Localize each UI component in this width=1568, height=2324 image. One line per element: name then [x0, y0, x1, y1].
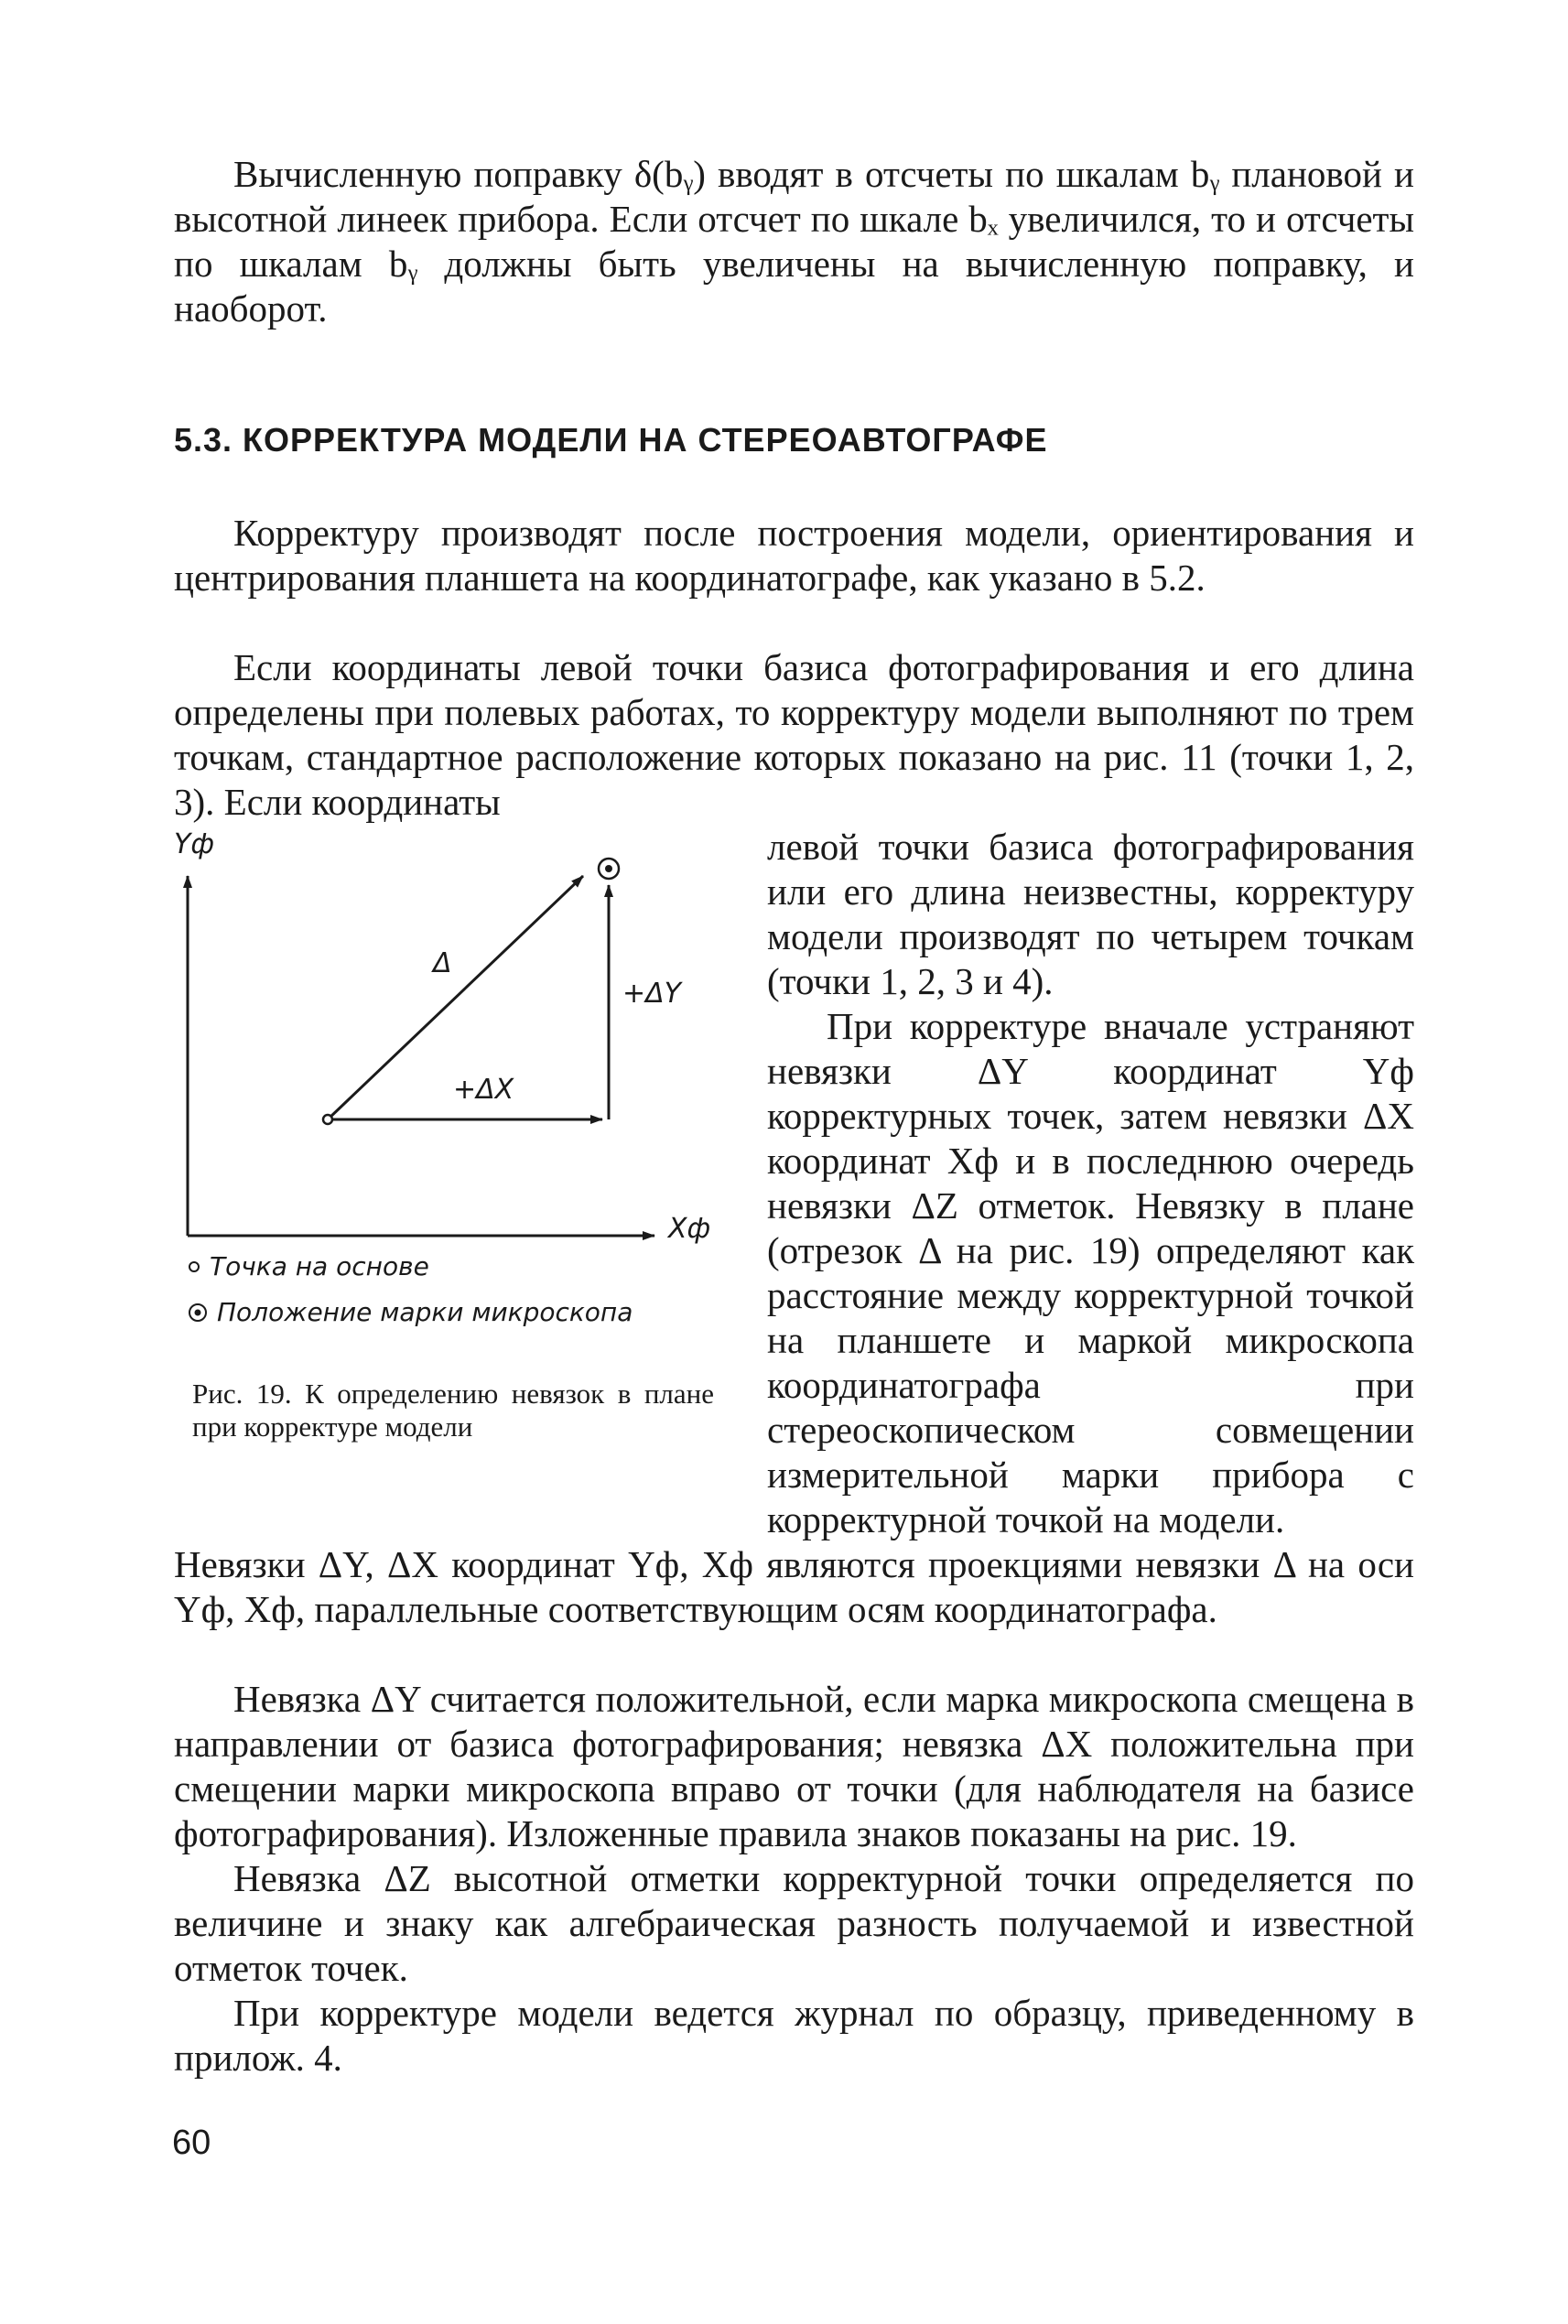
paragraph-correction-intro: Вычисленную поправку δ(bᵧ) вводят в отсчеты по шкалам bᵧ плановой и высотной линеек прибора. Если отсчет по шкале bₓ увеличился, то и отсчеты по шкалам bᵧ должны быть увеличены на вычисленную поправку, и наоборот. — [174, 153, 1414, 330]
dx-label: +ΔX — [453, 1074, 514, 1106]
paragraph-sign-rules: Невязка ΔY считается положительной, если марка микроскопа смещена в направлении от базиса фотографирования; невязка ΔX положительна при смещении марки микроскопа вправо от точки (для наблюдателя на базисе фотографирования). Изложенные правила знаков показаны на рис. 19. — [174, 1678, 1414, 1854]
figure-19 — [174, 828, 751, 1487]
legend-microscope-mark — [188, 1297, 633, 1327]
page-number: 60 — [172, 2124, 211, 2162]
section-heading: 5.3. КОРРЕКТУРА МОДЕЛИ НА СТЕРЕОАВТОГРАФЕ — [174, 421, 1048, 459]
paragraph-points-top: Если координаты левой точки базиса фотографирования и его длина определены при полевых работах, то корректуру модели выполняют по трем точкам, стандартное расположение которых показано на рис. 11 (точки 1, 2, 3). Если координаты — [174, 646, 1414, 823]
figure-caption: Рис. 19. К определению невязок в плане при корректуре модели — [192, 1378, 714, 1443]
dy-label: +ΔY — [622, 978, 681, 1010]
paragraph-points-wrap: левой точки базиса фотографирования или его длина неизвестны, корректуру модели производят по четырем точкам (точки 1, 2, 3 и 4). — [767, 826, 1414, 1002]
legend-base-point-text: Точка на основе — [210, 1251, 429, 1281]
axis-y-label: Yф — [174, 828, 214, 860]
legend-target-icon — [188, 1303, 208, 1323]
paragraph-correction-when: Корректуру производят после построения модели, ориентирования и центрирования планшета на координатографе, как указано в 5.2. — [174, 512, 1414, 599]
microscope-mark-center — [605, 865, 612, 872]
legend-base-point — [188, 1251, 429, 1281]
paragraph-height-residual: Невязка ΔZ высотной отметки корректурной точки определяется по величине и знаку как алгебраическая разность получаемой и известной отметок точек. — [174, 1857, 1414, 1989]
paragraph-projections: Невязки ΔY, ΔX координат Yф, Xф являются проекциями невязки Δ на оси Yф, Xф, параллельные соответствующим осям координатографа. — [174, 1543, 1414, 1630]
paragraph-journal: При корректуре модели ведется журнал по образцу, приведенному в прилож. 4. — [174, 1992, 1414, 2079]
legend-microscope-mark-text: Положение марки микроскопа — [217, 1297, 633, 1327]
axis-x-label: Xф — [668, 1213, 711, 1245]
delta-label: Δ — [433, 947, 452, 979]
legend-circle-icon — [188, 1260, 200, 1273]
paragraph-order-wrap: При корректуре вначале устраняют невязки ΔY координат Yф корректурных точек, затем невязки ΔX координат Xф и в последнюю очередь невязки ΔZ отметок. Невязку в плане (отрезок Δ на рис. 19) определяют как расстояние между корректурной точкой на планшете и маркой микроскопа координатографа при стереоскопическом совмещении измерительной марки прибора с корректурной точкой на модели. — [767, 1005, 1414, 1540]
base-point-marker — [323, 1115, 332, 1124]
